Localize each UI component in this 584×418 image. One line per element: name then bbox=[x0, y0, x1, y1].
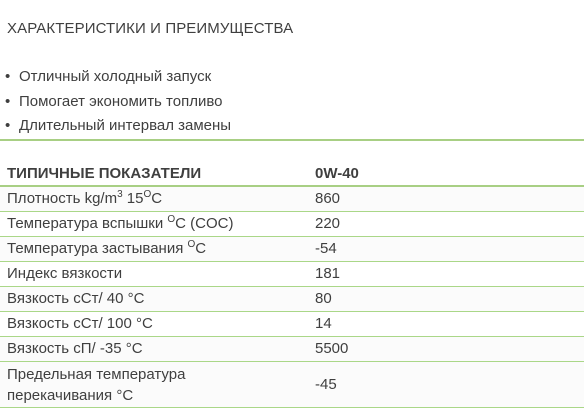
bullet-point: • bbox=[5, 92, 11, 110]
temperature-degree-superscript: O bbox=[143, 189, 152, 200]
feature-text-fuel-economy: Помогает экономить топливо bbox=[19, 92, 223, 110]
pumping-temperature-label-line-1: Предельная температура bbox=[7, 366, 186, 383]
table-row-viscosity-40c bbox=[0, 287, 584, 312]
feature-text-cold-start: Отличный холодный запуск bbox=[19, 68, 212, 85]
viscosity-100c-label: Вязкость сСт/ 100 °C bbox=[7, 315, 153, 332]
viscosity-index-value: 181 bbox=[315, 265, 341, 282]
density-value: 860 bbox=[315, 190, 341, 207]
feature-item-fuel-economy bbox=[5, 92, 231, 117]
density-unit-superscript: 3 bbox=[117, 189, 123, 200]
bullet-point: • bbox=[5, 117, 11, 134]
table-row-viscosity-100c bbox=[0, 312, 584, 337]
section-divider bbox=[0, 139, 584, 141]
feature-item-drain-interval bbox=[5, 116, 231, 141]
viscosity-minus-35c-value: 5500 bbox=[315, 340, 349, 357]
table-header-grade: 0W-40 bbox=[315, 165, 359, 182]
flash-point-label bbox=[7, 212, 305, 236]
viscosity-40c-label: Вязкость сСт/ 40 °C bbox=[7, 290, 145, 307]
density-label bbox=[7, 187, 305, 211]
density-label-suffix: C bbox=[151, 190, 163, 207]
density-label-middle: 15 bbox=[122, 190, 144, 207]
bullet-point: • bbox=[5, 68, 11, 85]
pour-point-label bbox=[7, 237, 305, 261]
viscosity-index-label: Индекс вязкости bbox=[7, 265, 123, 282]
table-row-viscosity-minus-35c bbox=[0, 337, 584, 362]
table-row-viscosity-index bbox=[0, 262, 584, 287]
typical-properties-table bbox=[0, 162, 584, 408]
viscosity-40c-value: 80 bbox=[315, 290, 332, 307]
density-label-prefix: Плотность kg/m bbox=[7, 190, 118, 207]
flash-point-degree-superscript: O bbox=[167, 214, 176, 225]
section-title: ХАРАКТЕРИСТИКИ И ПРЕИМУЩЕСТВА bbox=[7, 20, 294, 37]
table-row-pumping-temperature bbox=[0, 362, 584, 408]
pumping-temperature-label-line-2: перекачивания °C bbox=[7, 387, 134, 404]
table-row-pour-point bbox=[0, 237, 584, 262]
flash-point-label-suffix: C (COC) bbox=[175, 215, 234, 232]
features-list bbox=[5, 67, 231, 141]
flash-point-value: 220 bbox=[315, 215, 341, 232]
table-row-flash-point bbox=[0, 212, 584, 237]
feature-text-drain-interval: Длительный интервал замены bbox=[19, 117, 232, 134]
pour-point-degree-superscript: O bbox=[187, 239, 196, 250]
table-header-parameter: ТИПИЧНЫЕ ПОКАЗАТЕЛИ bbox=[7, 165, 202, 182]
flash-point-label-prefix: Температура вспышки bbox=[7, 215, 168, 232]
pumping-temperature-value: -45 bbox=[315, 376, 337, 393]
pour-point-value: -54 bbox=[315, 240, 337, 257]
viscosity-minus-35c-label: Вязкость сП/ -35 °C bbox=[7, 340, 143, 357]
pour-point-label-prefix: Температура застывания bbox=[7, 240, 188, 257]
table-row-density bbox=[0, 187, 584, 212]
pour-point-label-suffix: C bbox=[195, 240, 207, 257]
viscosity-100c-value: 14 bbox=[315, 315, 332, 332]
pumping-temperature-label bbox=[7, 364, 242, 406]
table-header-row bbox=[0, 162, 584, 187]
feature-item-cold-start bbox=[5, 67, 231, 92]
